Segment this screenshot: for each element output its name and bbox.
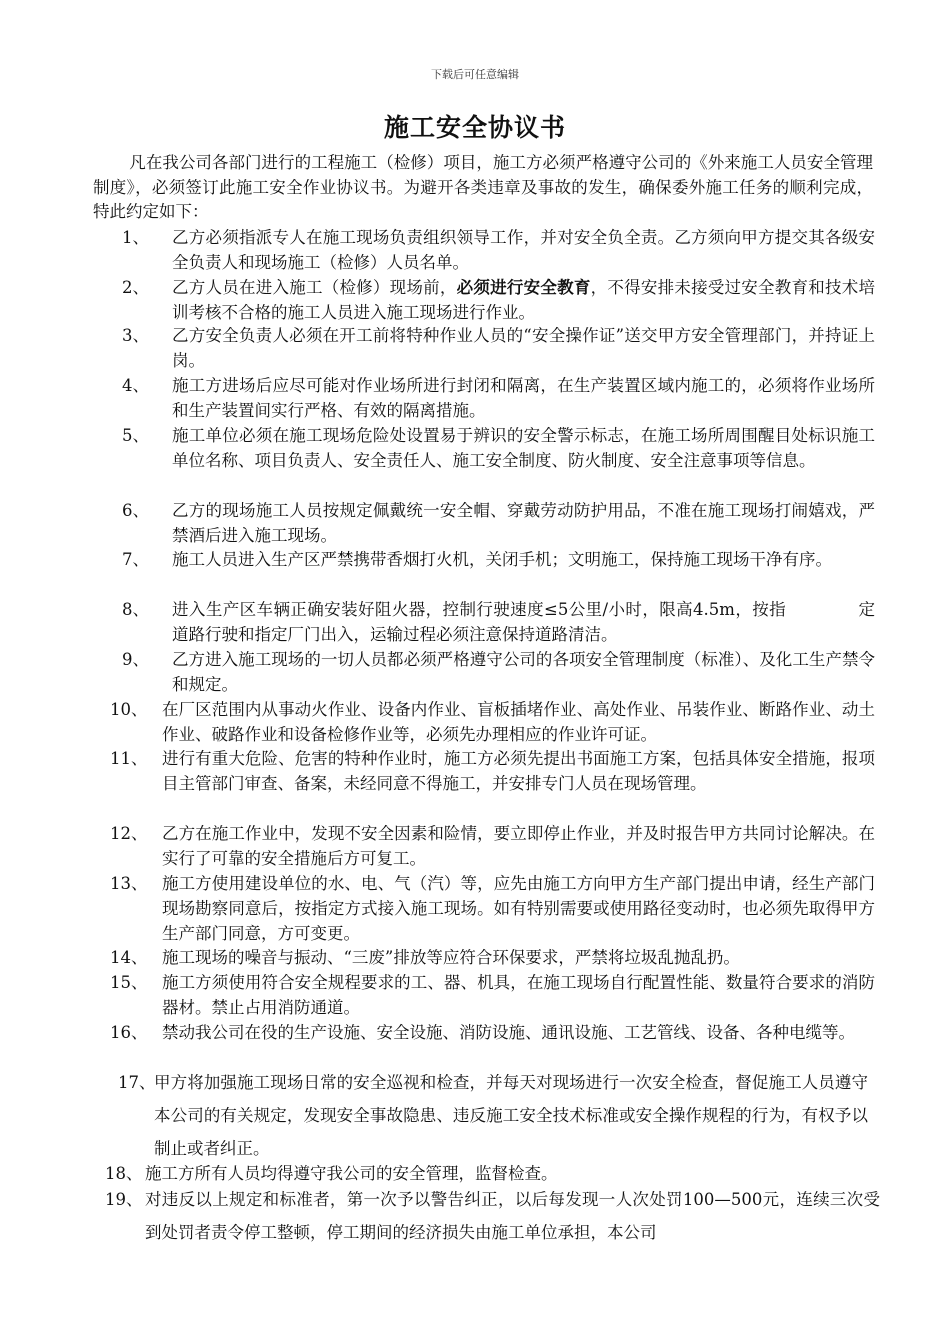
clause-text: 禁动我公司在役的生产设施、安全设施、消防设施、通讯设施、工艺管线、设备、各种电缆等。 bbox=[162, 1023, 855, 1042]
clause-text: 对违反以上规定和标准者，第一次予以警告纠正，以后每发现一人次处罚100—500元，连续三次受到处罚者责令停工整顿，停工期间的经济损失由施工单位承担，本公司 bbox=[145, 1190, 880, 1242]
clause-item bbox=[110, 597, 875, 647]
page-title: 施工安全协议书 bbox=[383, 113, 566, 142]
clause-text: 施工方使用建设单位的水、电、气（汽）等，应先由施工方向甲方生产部门提出申请，经生产部门现场勘察同意后，按指定方式接入施工现场。如有特别需要或使用路径变动时，也必须先取得甲方生产部门同意，方可变更。 bbox=[162, 874, 875, 943]
clause-text: 施工现场的噪音与振动、“三废”排放等应符合环保要求，严禁将垃圾乱抛乱扔。 bbox=[162, 948, 740, 967]
clause-text: 乙方安全负责人必须在开工前将特种作业人员的“安全操作证”送交甲方安全管理部门，并持证上岗。 bbox=[172, 326, 875, 370]
clause-number: 14、 bbox=[110, 948, 148, 967]
clause-number: 5、 bbox=[122, 426, 149, 445]
clause-text: 乙方进入施工现场的一切人员都必须严格遵守公司的各项安全管理制度（标准）、及化工生产禁令和规定。 bbox=[172, 650, 875, 694]
clause-number: 15、 bbox=[110, 973, 148, 992]
clause-item bbox=[110, 323, 875, 373]
clause-item bbox=[110, 945, 875, 970]
clause-item bbox=[110, 498, 875, 548]
clause-number: 18、 bbox=[105, 1164, 143, 1183]
clause-number: 17、 bbox=[118, 1073, 156, 1092]
emphasis-text: 必须进行安全教育 bbox=[456, 278, 591, 297]
clause-item bbox=[110, 225, 875, 275]
clause-number: 9、 bbox=[122, 650, 149, 669]
clause-item bbox=[105, 1183, 880, 1249]
clause-number: 12、 bbox=[110, 824, 148, 843]
clause-item bbox=[110, 373, 875, 423]
clause-item bbox=[110, 423, 875, 473]
clause-number: 7、 bbox=[122, 550, 149, 569]
clause-text: 乙方的现场施工人员按规定佩戴统一安全帽、穿戴劳动防护用品，不准在施工现场打闹嬉戏，严禁酒后进入施工现场。 bbox=[172, 501, 875, 545]
clause-text: 施工方所有人员均得遵守我公司的安全管理，监督检查。 bbox=[145, 1164, 558, 1183]
clause-number: 6、 bbox=[122, 501, 149, 520]
clause-item bbox=[110, 547, 875, 572]
clause-item bbox=[110, 697, 875, 747]
clause-text: 甲方将加强施工现场日常的安全巡视和检查，并每天对现场进行一次安全检查，督促施工人员遵守本公司的有关规定，发现安全事故隐患、违反施工安全技术标准或安全操作规程的行为，有权予以制止或者纠正。 bbox=[154, 1073, 868, 1158]
clause-number: 10、 bbox=[110, 700, 148, 719]
clause-number: 8、 bbox=[122, 600, 149, 619]
clause-number: 3、 bbox=[122, 326, 149, 345]
clause-text: 乙方必须指派专人在施工现场负责组织领导工作，并对安全负全责。乙方须向甲方提交其各级安全负责人和现场施工（检修）人员名单。 bbox=[172, 228, 875, 272]
clause-item bbox=[110, 275, 875, 325]
clause-text: 在厂区范围内从事动火作业、设备内作业、盲板插堵作业、高处作业、吊装作业、断路作业、动土作业、破路作业和设备检修作业等，必须先办理相应的作业许可证。 bbox=[162, 700, 875, 744]
clause-item bbox=[110, 821, 875, 871]
clause-text: 进入生产区车辆正确安装好阻火器，控制行驶速度≤5公里/小时，限高4.5m，按指 定道路行驶和指定厂门出入，运输过程必须注意保持道路清洁。 bbox=[172, 600, 875, 644]
clause-number: 11、 bbox=[110, 749, 148, 768]
clause-text: 施工方须使用符合安全规程要求的工、器、机具，在施工现场自行配置性能、数量符合要求的消防器材。禁止占用消防通道。 bbox=[162, 973, 875, 1017]
clause-number: 2、 bbox=[122, 278, 149, 297]
clause-item bbox=[118, 1066, 868, 1165]
clause-text: 施工人员进入生产区严禁携带香烟打火机，关闭手机；文明施工，保持施工现场干净有序。 bbox=[172, 550, 832, 569]
intro-paragraph: 凡在我公司各部门进行的工程施工（检修）项目，施工方必须严格遵守公司的《外来施工人员安全管理制度》，必须签订此施工安全作业协议书。为避开各类违章及事故的发生，确保委外施工任务的顺利完成，特此约定如下： bbox=[93, 153, 873, 221]
header-note: 下载后可任意编辑 bbox=[431, 68, 519, 81]
clause-text: 施工方进场后应尽可能对作业场所进行封闭和隔离，在生产装置区域内施工的，必须将作业场所和生产装置间实行严格、有效的隔离措施。 bbox=[172, 376, 875, 420]
clause-item bbox=[110, 970, 875, 1020]
clause-number: 1、 bbox=[122, 228, 149, 247]
clause-item bbox=[110, 647, 875, 697]
clause-text: 乙方人员在进入施工（检修）现场前，必须进行安全教育，不得安排未接受过安全教育和技术培训考核不合格的施工人员进入施工现场进行作业。 bbox=[172, 278, 876, 322]
clause-number: 13、 bbox=[110, 874, 148, 893]
clause-number: 4、 bbox=[122, 376, 149, 395]
clause-number: 19、 bbox=[105, 1190, 143, 1209]
clause-text: 乙方在施工作业中，发现不安全因素和险情，要立即停止作业，并及时报告甲方共同讨论解决。在实行了可靠的安全措施后方可复工。 bbox=[162, 824, 875, 868]
clause-text: 进行有重大危险、危害的特种作业时，施工方必须先提出书面施工方案，包括具体安全措施，报项目主管部门审查、备案，未经同意不得施工，并安排专门人员在现场管理。 bbox=[162, 749, 875, 793]
clause-text: 施工单位必须在施工现场危险处设置易于辨识的安全警示标志，在施工场所周围醒目处标识施工单位名称、项目负责人、安全责任人、施工安全制度、防火制度、安全注意事项等信息。 bbox=[172, 426, 875, 470]
clause-item bbox=[110, 1020, 875, 1045]
clause-item bbox=[110, 746, 875, 796]
clause-item bbox=[110, 871, 875, 946]
clause-number: 16、 bbox=[110, 1023, 148, 1042]
